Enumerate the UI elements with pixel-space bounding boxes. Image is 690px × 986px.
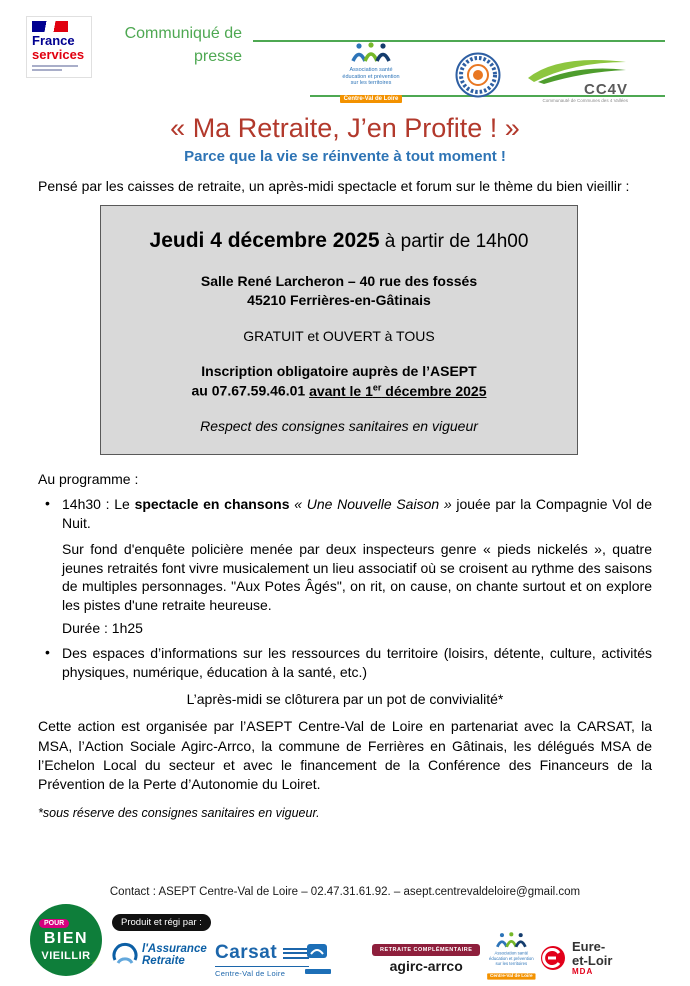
event-date-time: à partir de 14h00 [379,231,529,253]
intro-paragraph: Pensé par les caisses de retraite, un après-midi spectacle et forum sur le thème du bien vieillir : [38,178,630,194]
program-item-2-text: Des espaces d’informations sur les ressources du territoire (loisirs, détente, culture, activités physiques, numérique, éducation à la santé, etc.) [62,645,652,680]
partner-logo-icon [305,944,329,962]
carsat-top [215,942,309,964]
asept-text-line1: Association santé [349,67,393,73]
eure-et-loir-text [572,940,612,976]
asept-text-line2: éducation et prévention [489,956,534,962]
agirc-arrco-logo [372,944,480,974]
france-services-tagline [32,65,86,71]
event-registration-line1: Inscription obligatoire auprès de l’ASEPT [201,363,477,380]
asept-text-line1: Association santé [494,951,529,957]
carsat-region: Centre-Val de Loire [215,966,309,978]
bullet-icon [45,495,62,532]
asept-text-line3: sur les territoires [350,80,392,87]
closing-line: L’après-midi se clôturera par un pot de convivialité* [186,691,504,708]
header [0,0,690,108]
program-item-duration: Durée : 1h25 [62,620,143,637]
event-registration-line2 [115,381,563,401]
carsat-logo [215,942,309,978]
asept-figures-icon [349,42,393,62]
item1-bold: spectacle en chansons [134,496,290,513]
header-rule-top [253,40,665,42]
pbv-vieillir-text: VIEILLIR [41,949,91,962]
contact-line: Contact : ASEPT Centre-Val de Loire – 02.47.31.61.92. – asept.centrevaldeloire@gmail.com [109,886,581,898]
event-venue-line1: Salle René Larcheron – 40 rue des fossés [200,273,478,290]
assurance-retraite-text [142,943,207,967]
cc4v-swoosh-icon [528,54,628,84]
eure-line1: Eure- [572,939,606,954]
eure-sub: MDA [572,967,594,977]
partner-logo-banner [305,969,331,974]
asept-text-line3: sur les territoires [495,961,528,967]
cc4v-name: CC4V [583,81,628,98]
footnote: *sous réserve des consignes sanitaires en vigueur. [38,806,320,821]
event-venue-line2: 45210 Ferrières-en-Gâtinais [247,292,431,309]
assurance-retraite-swoosh-icon [112,942,138,968]
press-release-line1: Communiqué de [124,25,242,42]
asept-text-line2: éducation et prévention [342,73,400,80]
press-release-label [96,22,242,68]
assurance-retraite-logo [112,942,207,968]
bullet-icon [45,644,62,681]
event-registration [115,362,563,400]
asept-region-banner: Centre-Val de Loire [340,95,403,103]
pbv-bien-text: BIEN [43,929,89,947]
france-services-name-bottom: services [32,46,85,62]
program-heading: Au programme : [38,471,139,488]
round-badge-icon [455,52,501,98]
cc4v-tagline: Communauté de Communes des 4 Vallées [542,98,628,103]
event-date-bold: Jeudi 4 décembre 2025 [149,229,380,253]
superscript-er: er [372,381,382,392]
asept-logo [318,42,424,105]
organizers-paragraph: Cette action est organisée par l’ASEPT Centre-Val de Loire en partenariat avec la CARSAT, la MSA, l’Action Sociale Agirc-Arrco, la commune de Ferrières en Gâtinais, les délégués MSA de l’Echelon Local du secteur et avec le financement de la Conférence des Financeurs de la Prévention de la Perte d’Autonomie du Loiret. [38,718,652,793]
program-item-description: Sur fond d'enquête policière menée par deux inspecteurs genre « pieds nickelés », quatre jeunes retraités font vivre musicalement un lieu associatif où se croisent au rythme des saisons de multiples personnages. "Aux Potes Âgés", on rit, on cause, on chante surtout et on explore les pistes d'une retraite heureuse. [62,541,652,613]
asept-region-banner: Centre-Val de Loire [487,973,536,979]
pour-bien-vieillir-logo [30,904,102,976]
registration-phone: au 07.67.59.46.01 [191,382,310,399]
pbv-pour-tag: POUR [39,919,69,928]
assurance-retraite-line1: l'Assurance [142,942,207,955]
eure-et-loir-logo [540,940,612,976]
tagline-bar [32,69,62,71]
assurance-retraite-line2: Retraite [142,955,185,967]
item1-suffix: jouée par la Compagnie Vol de Nuit. [62,496,652,531]
partners-badge-icon [455,52,501,103]
agirc-arrco-tag: RETRAITE COMPLÉMENTAIRE [372,944,480,956]
carsat-name: Carsat [215,942,278,963]
event-box [100,205,578,455]
program-item-1-text [62,495,652,532]
deadline-text-start: avant le 1 [309,382,373,399]
event-venue [115,272,563,310]
eure-line2: et-Loir [572,952,613,968]
footer-logos [0,902,690,986]
partner-logo [305,944,331,974]
event-open-line: GRATUIT et OUVERT à TOUS [243,328,435,345]
agirc-arrco-name: agirc-arrco [389,958,463,974]
tagline-bar [32,65,78,67]
cc4v-logo [524,54,628,103]
asept-figures-icon [494,932,528,948]
page-subtitle: Parce que la vie se réinvente à tout moment ! [184,148,506,165]
item1-prefix: 14h30 : Le [62,496,135,513]
france-services-logo [26,16,92,78]
france-services-name-top: France [32,33,75,48]
program-item-2 [38,644,652,681]
item1-show-title: « Une Nouvelle Saison » [289,496,452,513]
event-date [115,228,563,254]
produced-by-label: Produit et régi par : [112,914,211,931]
eure-et-loir-icon [540,945,566,971]
french-flag-icon [32,21,68,32]
page-title: « Ma Retraite, J’en Profite ! » [170,113,520,143]
document-body [0,113,690,820]
registration-deadline [309,383,486,399]
program-item-1 [38,495,652,532]
deadline-text-end: décembre 2025 [381,382,487,399]
event-sanitary-line: Respect des consignes sanitaires en vigueur [200,418,478,435]
press-release-line2: presse [193,48,242,66]
